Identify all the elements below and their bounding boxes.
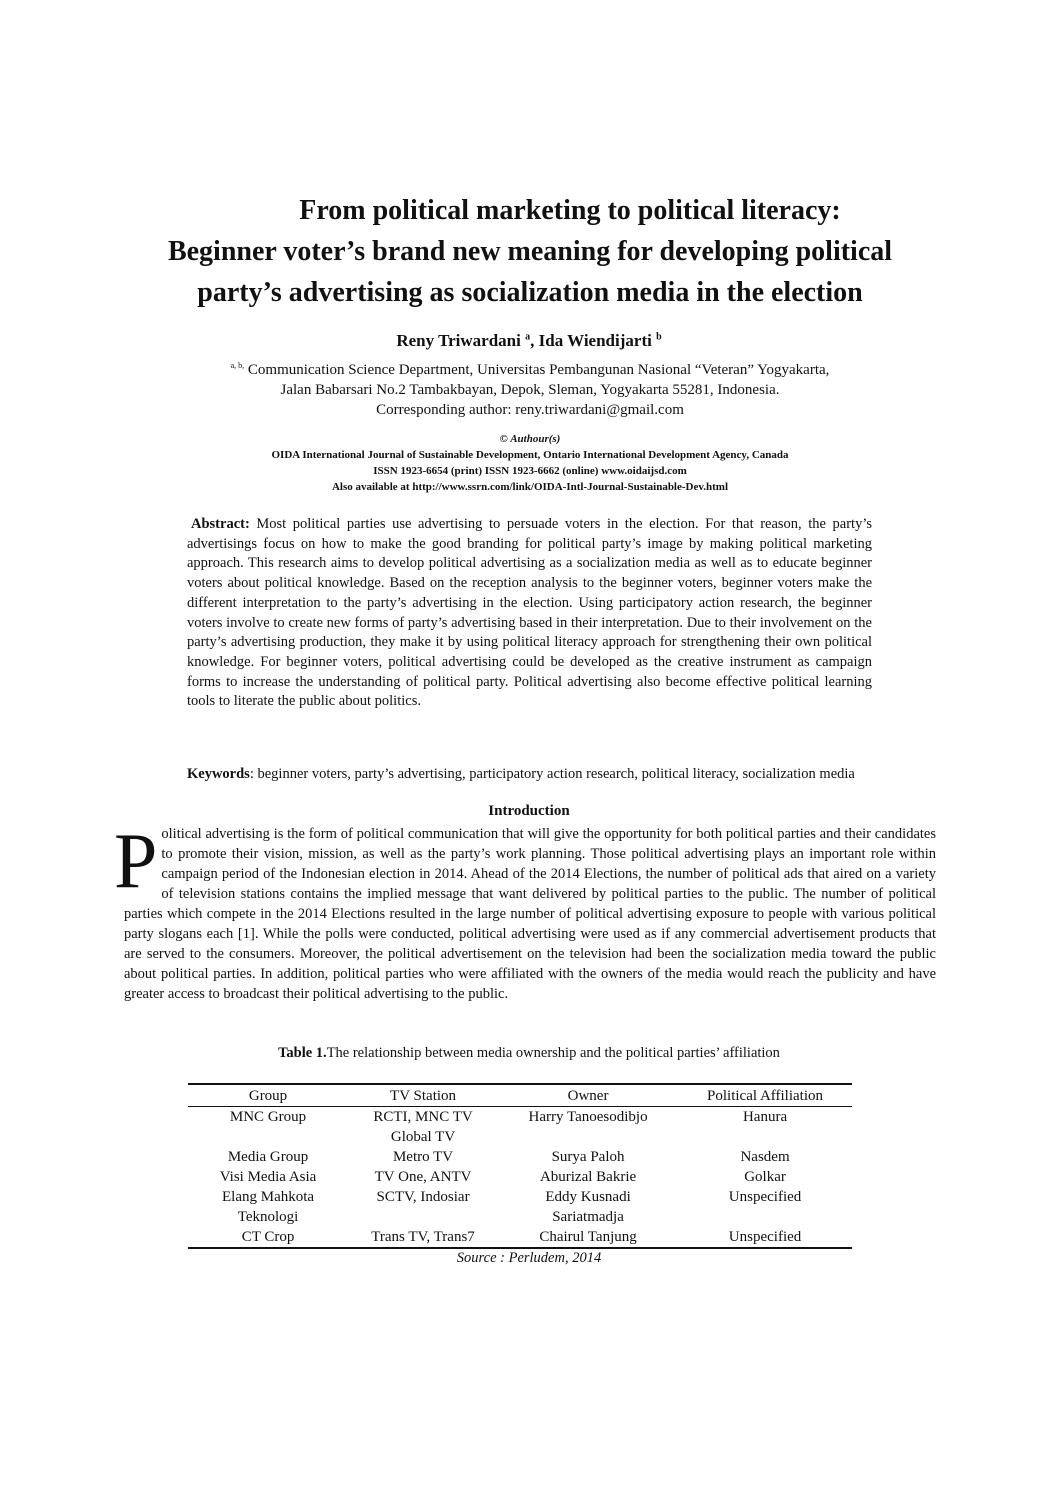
table-cell: Unspecified <box>728 1189 802 1205</box>
table-cell: TV One, ANTV <box>374 1169 472 1185</box>
table-cell: Nasdem <box>740 1149 790 1165</box>
table-cell: MNC Group <box>229 1109 307 1125</box>
table-cell: Global TV <box>390 1129 456 1145</box>
table-cell: Harry Tanoesodibjo <box>528 1109 648 1125</box>
table-cell: Unspecified <box>728 1229 802 1245</box>
title-line-1: From political marketing to political literacy: <box>299 195 841 226</box>
table-cell: Aburizal Bakrie <box>539 1169 637 1185</box>
table-cell <box>188 1127 348 1147</box>
table-row <box>188 1167 852 1187</box>
table-caption-label: Table 1. <box>278 1045 327 1061</box>
table-cell: Metro TV <box>392 1149 454 1165</box>
table-row <box>188 1107 852 1128</box>
affiliation-line-1: Communication Science Department, Universitas Pembangunan Nasional “Veteran” Yogyakarta, <box>247 362 830 378</box>
author-1: Reny Triwardani <box>396 331 521 350</box>
author-separator: , <box>530 331 539 350</box>
table-cell <box>498 1127 678 1147</box>
copyright-block <box>190 431 870 495</box>
keywords-text: : beginner voters, party’s advertising, participatory action research, political literacy, socialization media <box>249 766 855 782</box>
table-cell <box>348 1207 498 1227</box>
author-list <box>0 331 1058 351</box>
affiliation <box>170 356 890 420</box>
table-cell: Media Group <box>227 1149 309 1165</box>
author-1-superscript: a <box>525 331 531 343</box>
table-cell: Visi Media Asia <box>219 1169 317 1185</box>
table-cell: Hanura <box>742 1109 788 1125</box>
table-cell: SCTV, Indosiar <box>376 1189 470 1205</box>
table-header-row <box>188 1084 852 1107</box>
header-group: Group <box>188 1084 348 1107</box>
header-tv-station: TV Station <box>348 1084 498 1107</box>
table-row <box>188 1127 852 1147</box>
keywords <box>187 765 872 785</box>
availability-line: Also available at http://www.ssrn.com/link/OIDA-Intl-Journal-Sustainable-Dev.html <box>331 481 729 493</box>
introduction-heading: Introduction <box>488 803 570 819</box>
introduction-text: olitical advertising is the form of political communication that will give the opportunity for both political parties and their candidates to promote their vision, mission, as well as the party’s work planning. Those political advertising plays an important role within campaign period of the Indonesian election in 2014. Ahead of the 2014 Elections, the number of political ads that aired on a variety of television stations contains the implied message that want delivered by political parties to the public. The number of political parties which compete in the 2014 Elections resulted in the large number of political advertising exposure to people with various political party slogans each [1]. While the polls were conducted, political advertising were used as if any commercial advertisement products that are served to the consumers. Moreover, the political advertisement on the television had been the socialization media toward the public about political parties. In addition, political parties who were affiliated with the owners of the media would reach the publicity and have greater access to broadcast their political advertising to the public. <box>124 826 936 1002</box>
table-caption-text: The relationship between media ownership and the political parties’ affiliation <box>326 1045 780 1061</box>
table-cell: CT Crop <box>241 1229 295 1245</box>
table-cell: Surya Paloh <box>551 1149 625 1165</box>
table-source: Source : Perludem, 2014 <box>456 1250 602 1266</box>
title-line-3: party’s advertising as socialization media in the election <box>197 277 863 308</box>
table-row <box>188 1187 852 1207</box>
journal-name: OIDA International Journal of Sustainable Development, Ontario International Development Agency, Canada <box>271 449 789 461</box>
table-cell: Teknologi <box>237 1209 299 1225</box>
table-cell <box>678 1207 852 1227</box>
author-2-superscript: b <box>656 331 662 343</box>
table-cell: Eddy Kusnadi <box>545 1189 631 1205</box>
table-cell: Golkar <box>744 1169 786 1185</box>
drop-cap: P <box>114 817 158 904</box>
table-cell: Chairul Tanjung <box>539 1229 637 1245</box>
header-political-affiliation: Political Affiliation <box>678 1084 852 1107</box>
issn-line: ISSN 1923-6654 (print) ISSN 1923-6662 (online) www.oidaijsd.com <box>373 465 687 477</box>
header-owner: Owner <box>498 1084 678 1107</box>
ownership-table <box>188 1083 852 1249</box>
table-row <box>188 1147 852 1167</box>
affiliation-superscript: a, b, <box>230 361 245 370</box>
abstract <box>187 515 872 712</box>
copyright-line: © Authour(s) <box>499 433 561 445</box>
table-cell: Elang Mahkota <box>222 1189 315 1205</box>
introduction-paragraph <box>114 817 936 1004</box>
corresponding-author: Corresponding author: reny.triwardani@gmail.com <box>376 402 684 418</box>
table-cell <box>678 1127 852 1147</box>
table-cell: Trans TV, Trans7 <box>371 1229 475 1245</box>
table-cell: RCTI, MNC TV <box>373 1109 473 1125</box>
table-cell: Sariatmadja <box>552 1209 624 1225</box>
affiliation-line-2: Jalan Babarsari No.2 Tambakbayan, Depok, Sleman, Yogyakarta 55281, Indonesia. <box>280 382 780 398</box>
title-line-2: Beginner voter’s brand new meaning for developing political <box>167 236 893 267</box>
abstract-label: Abstract: <box>191 516 250 532</box>
author-2: Ida Wiendijarti <box>538 331 652 350</box>
table-row <box>188 1207 852 1227</box>
abstract-text: Most political parties use advertising to persuade voters in the election. For that reason, the party’s advertisings focus on how to make the good branding for political party’s image by making political marketing approach. This research aims to develop political advertising as a socialization media as well as to educate beginner voters about political knowledge. Based on the reception analysis to the beginner voters, beginner voters make the different interpretation to the party’s advertising in the election. Using participatory action research, the beginner voters involve to create new forms of party’s advertising based in their interpretation. Due to their involvement on the party’s advertising production, they make it by using political literacy approach for strengthening their own political knowledge. For beginner voters, political advertising could be developed as the creative instrument as campaign forms to increase the understanding of political party. Political advertising also become effective political learning tools to literate the public about politics. <box>187 516 872 710</box>
keywords-label: Keywords <box>187 766 250 782</box>
table-row <box>188 1227 852 1248</box>
paper-title <box>100 190 960 313</box>
table-caption <box>0 1045 1058 1062</box>
